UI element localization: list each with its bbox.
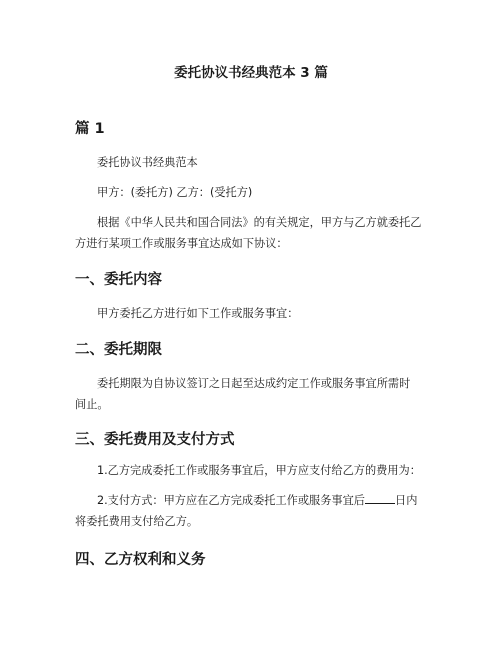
section-3-item-2-text: 2.支付方式：甲方应在乙方完成委托工作或服务事宜后	[97, 494, 365, 507]
part-heading: 篇 1	[75, 121, 105, 137]
document-title: 委托协议书经典范本 3 篇	[174, 65, 328, 81]
section-3-heading: 三、委托费用及支付方式	[75, 432, 235, 448]
section-3-item-2-line-2: 将委托费用支付给乙方。	[75, 515, 199, 528]
section-1-text: 甲方委托乙方进行如下工作或服务事宜：	[97, 307, 299, 320]
section-2-heading: 二、委托期限	[75, 342, 162, 358]
intro-title: 委托协议书经典范本	[97, 156, 198, 169]
fill-in-blank	[365, 492, 395, 504]
parties-line: 甲方：(委托方) 乙方：(受托方)	[97, 186, 253, 199]
preamble-line-2: 方进行某项工作或服务事宜达成如下协议：	[75, 237, 288, 250]
section-4-heading: 四、乙方权利和义务	[75, 552, 206, 568]
section-3-item-2-suffix: 日内	[395, 494, 418, 507]
section-3-item-1: 1.乙方完成委托工作或服务事宜后，甲方应支付给乙方的费用为：	[97, 464, 421, 477]
section-3-item-2	[97, 492, 417, 509]
section-2-line-1: 委托期限为自协议签订之日起至达成约定工作或服务事宜所需时	[97, 377, 411, 390]
section-1-heading: 一、委托内容	[75, 272, 162, 288]
section-2-line-2: 间止。	[75, 398, 109, 411]
preamble-line-1: 根据《中华人民共和国合同法》的有关规定，甲方与乙方就委托乙	[97, 216, 422, 229]
